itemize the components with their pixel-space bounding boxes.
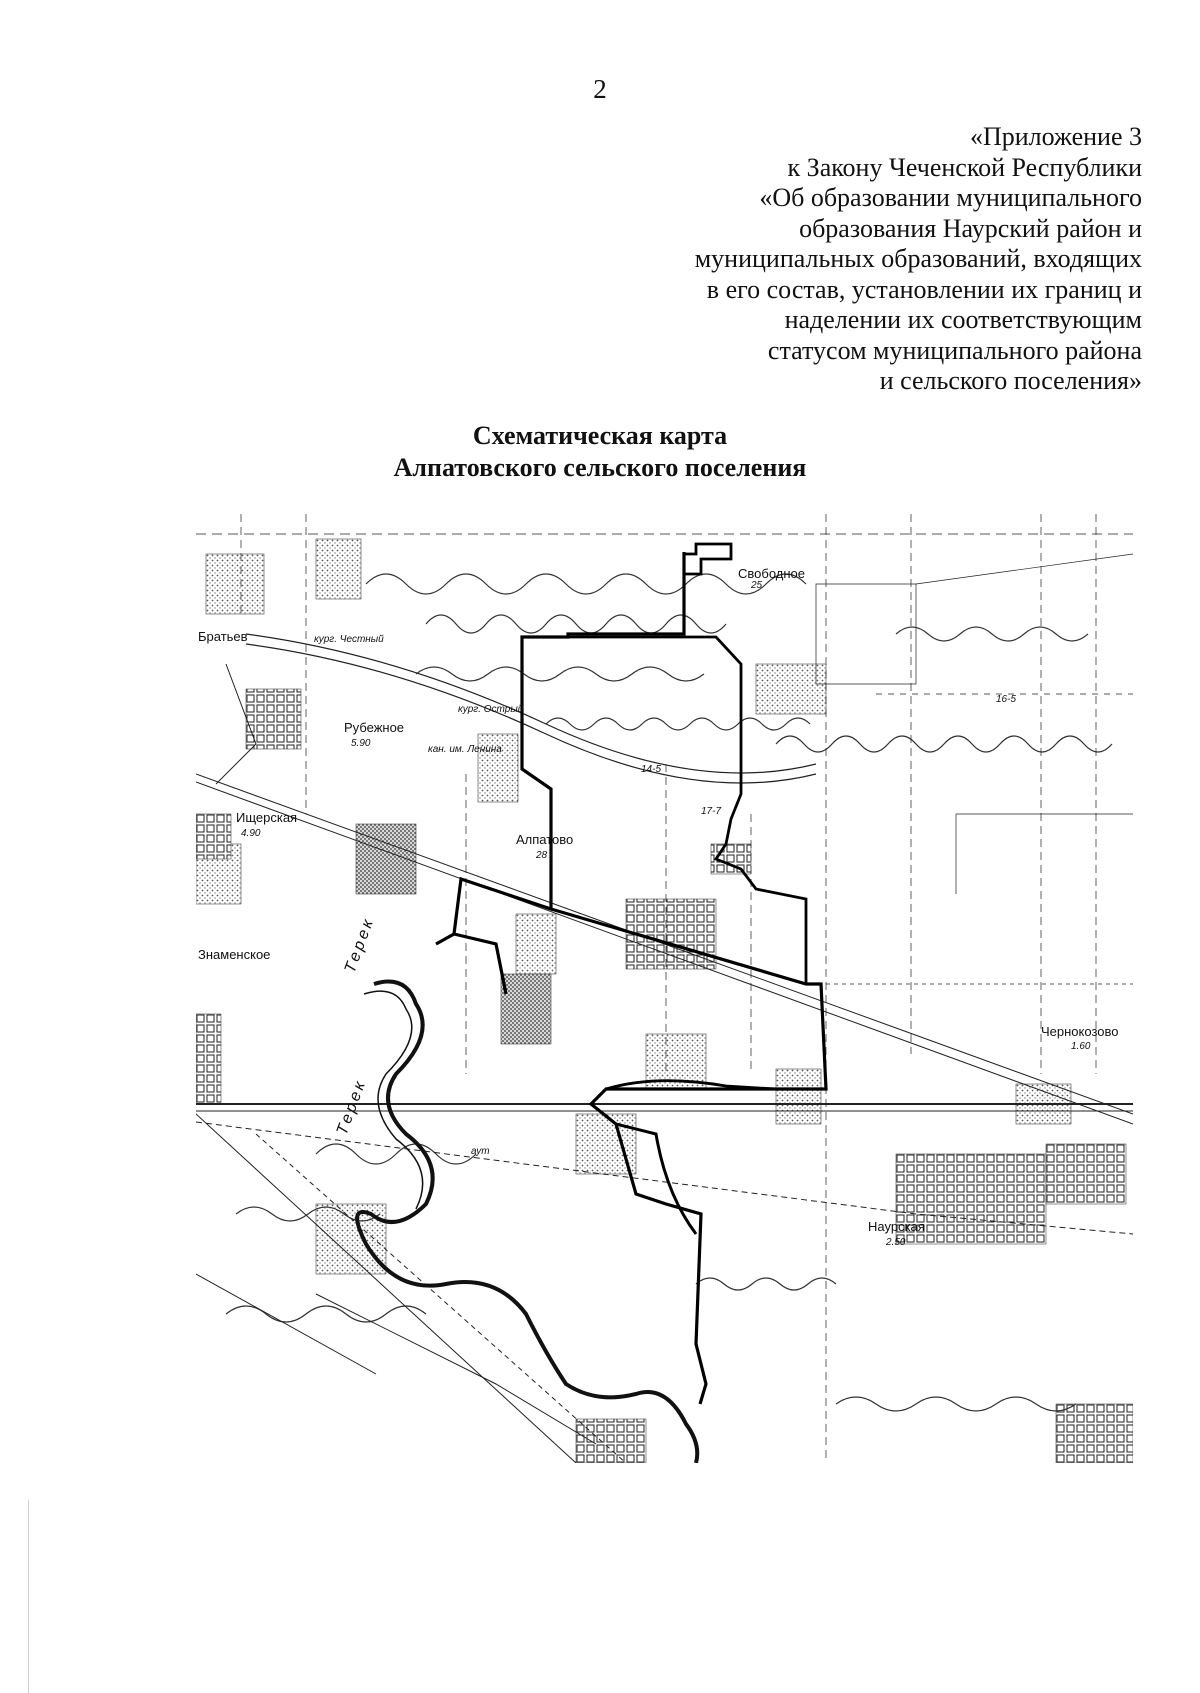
label-mark: 1.60 — [1071, 1041, 1091, 1052]
appendix-line: к Закону Чеченской Республики — [787, 152, 1142, 182]
label-mark: 4.90 — [241, 828, 261, 839]
roads-and-field-lines — [196, 514, 1133, 1463]
appendix-line: «Приложение 3 — [969, 122, 1142, 151]
label-bratskoe: Братьев — [198, 629, 248, 644]
label-mark: аут — [471, 1146, 490, 1157]
title-line: Алпатовского сельского поселения — [393, 453, 807, 482]
label-mark: 2.50 — [886, 1237, 906, 1248]
label-mark: 28 — [536, 850, 548, 861]
label-kurgan-ostry: кург. Острый — [458, 704, 524, 715]
label-mark: 25 — [751, 580, 763, 591]
label-river-terek-lower: Терек — [333, 1076, 370, 1138]
label-svobodnoe: Свободное — [738, 566, 805, 581]
label-canal-lenin: кан. им. Ленина — [428, 744, 502, 755]
document-title — [0, 420, 1200, 484]
label-znamenskoe: Знаменское — [198, 947, 271, 962]
label-mark: 14-5 — [641, 764, 662, 775]
schematic-map — [196, 514, 1133, 1463]
appendix-line: образования Наурский район и — [799, 213, 1142, 243]
label-mark: 17-7 — [701, 806, 722, 817]
label-mark: 5.90 — [351, 738, 371, 749]
scan-edge-line — [28, 1500, 29, 1693]
appendix-line: статусом муниципального района — [767, 335, 1142, 365]
page-number: 2 — [593, 74, 607, 104]
appendix-line: «Об образовании муниципального — [759, 183, 1142, 212]
appendix-line: муниципальных образований, входящих — [694, 244, 1142, 273]
label-ishcherskaya: Ищерская — [236, 810, 298, 825]
label-chernokozovo: Чернокозово — [1041, 1024, 1119, 1039]
label-mark: 16-5 — [996, 694, 1017, 705]
appendix-header — [502, 122, 1142, 397]
terrain-contours — [226, 574, 1112, 1411]
label-rubezhnoe: Рубежное — [344, 720, 405, 735]
label-naurskaya: Наурская — [868, 1219, 925, 1234]
title-line: Схематическая карта — [472, 421, 728, 450]
appendix-line: наделении их соответствующим — [784, 305, 1142, 334]
map-svg — [196, 514, 1133, 1463]
appendix-line: и сельского поселения» — [879, 366, 1142, 395]
label-river-terek-upper: Терек — [341, 914, 378, 976]
appendix-line: в его состав, установлении их границ и — [706, 274, 1142, 304]
label-alpatovo: Алпатово — [516, 832, 574, 847]
label-kurgan-chestny: кург. Честный — [314, 634, 384, 645]
